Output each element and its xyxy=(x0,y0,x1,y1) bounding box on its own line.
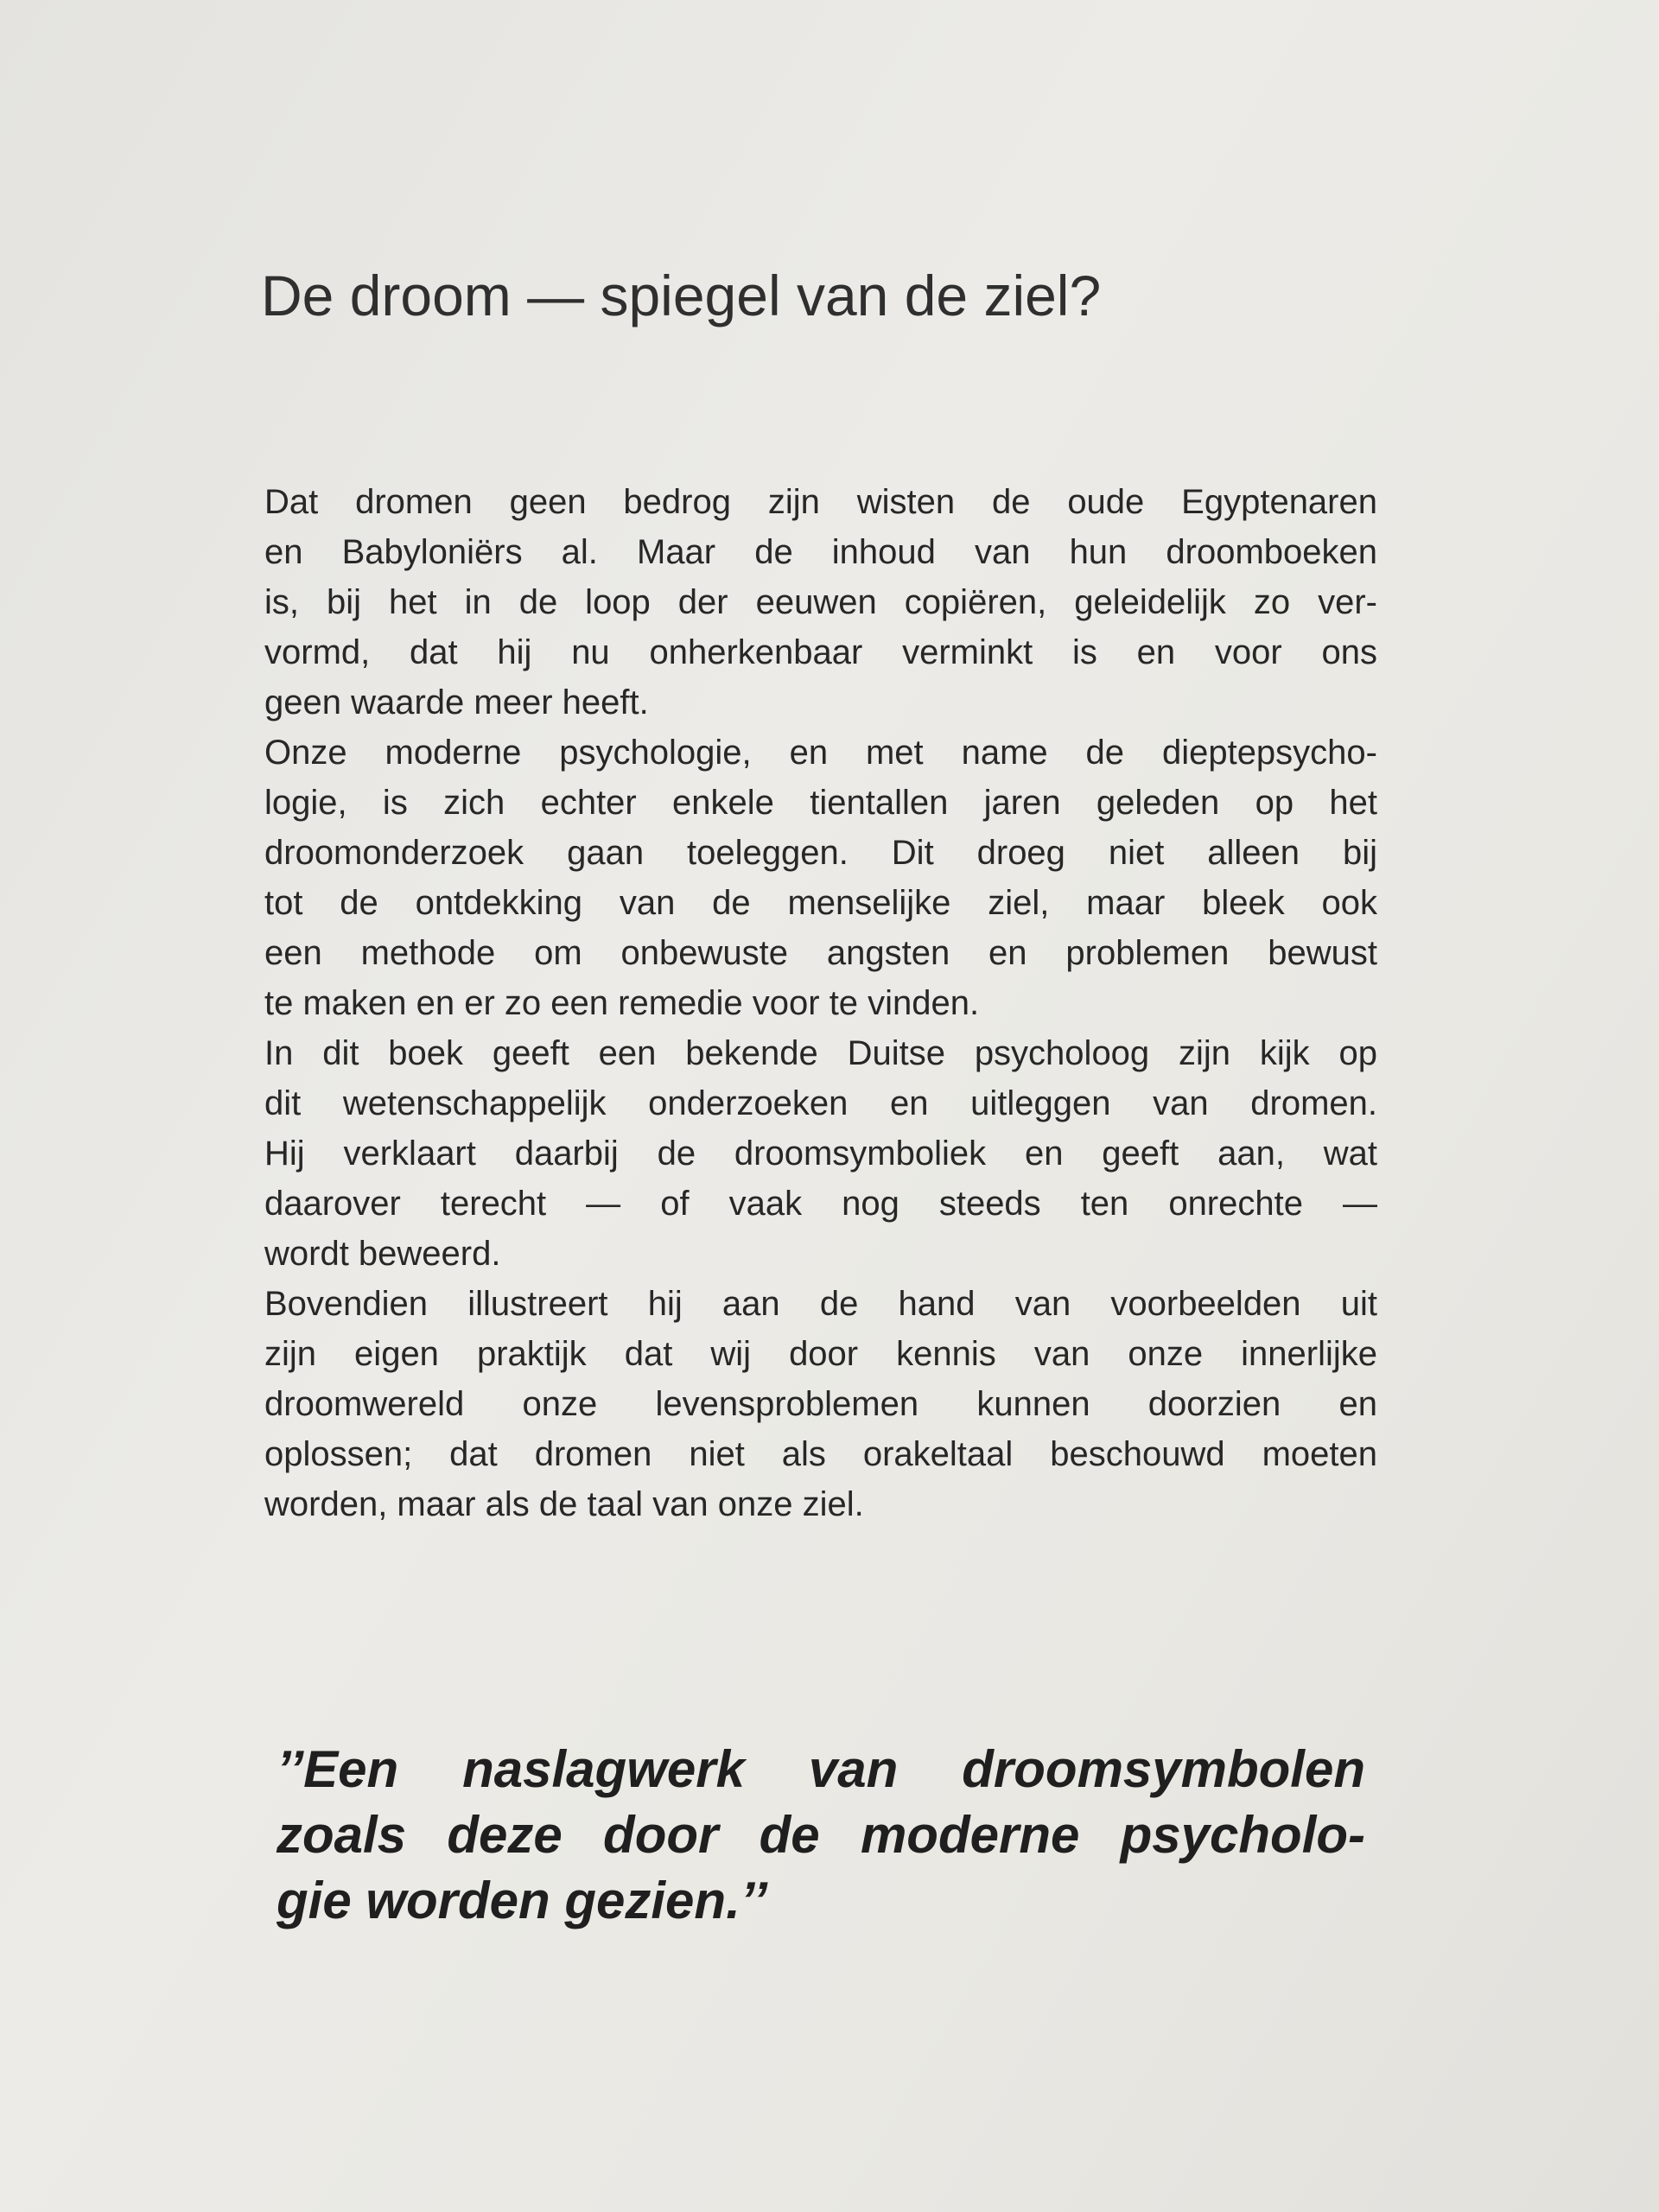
paragraph-3 xyxy=(264,1028,1377,1279)
paragraph-1 xyxy=(264,477,1377,728)
text-line: Onze moderne psychologie, en met name de dieptepsycho- xyxy=(264,734,1377,772)
text-line: daarover terecht — of vaak nog steeds ten onrechte — xyxy=(264,1185,1377,1223)
text-line: wordt beweerd. xyxy=(264,1235,501,1273)
text-line: en Babyloniërs al. Maar de inhoud van hun droomboeken xyxy=(264,533,1377,571)
text-line: Bovendien illustreert hij aan de hand van voorbeelden uit xyxy=(264,1285,1377,1323)
text-line: een methode om onbewuste angsten en problemen bewust xyxy=(264,934,1377,972)
text-line: is, bij het in de loop der eeuwen copiëren, geleidelijk zo ver- xyxy=(264,583,1377,621)
blurb-text xyxy=(264,477,1377,1529)
text-line: geen waarde meer heeft. xyxy=(264,683,649,721)
text-line: dit wetenschappelijk onderzoeken en uitleggen van dromen. xyxy=(264,1084,1377,1122)
paragraph-2 xyxy=(264,728,1377,1028)
text-line: logie, is zich echter enkele tientallen jaren geleden op het xyxy=(264,784,1377,822)
text-line: Hij verklaart daarbij de droomsymboliek en geeft aan, wat xyxy=(264,1135,1377,1173)
quote-line: ’’Een naslagwerk van droomsymbolen xyxy=(276,1740,1365,1798)
text-line: Dat dromen geen bedrog zijn wisten de oude Egyptenaren xyxy=(264,483,1377,521)
text-line: droomwereld onze levensproblemen kunnen doorzien en xyxy=(264,1385,1377,1423)
text-line: vormd, dat hij nu onherkenbaar verminkt is en voor ons xyxy=(264,633,1377,671)
text-line: oplossen; dat dromen niet als orakeltaal beschouwd moeten xyxy=(264,1435,1377,1473)
quote-line: zoals deze door de moderne psycholo- xyxy=(276,1806,1365,1864)
page-title: De droom — spiegel van de ziel? xyxy=(261,264,1102,327)
text-line: te maken en er zo een remedie voor te vinden. xyxy=(264,984,980,1022)
pull-quote xyxy=(276,1737,1365,1934)
text-line: worden, maar als de taal van onze ziel. xyxy=(264,1485,864,1523)
paragraph-4 xyxy=(264,1279,1377,1529)
text-line: droomonderzoek gaan toeleggen. Dit droeg niet alleen bij xyxy=(264,834,1377,872)
text-line: tot de ontdekking van de menselijke ziel, maar bleek ook xyxy=(264,884,1377,922)
text-line: In dit boek geeft een bekende Duitse psycholoog zijn kijk op xyxy=(264,1034,1377,1072)
quote-line: gie worden gezien.’’ xyxy=(276,1872,767,1929)
text-line: zijn eigen praktijk dat wij door kennis van onze innerlijke xyxy=(264,1335,1377,1373)
